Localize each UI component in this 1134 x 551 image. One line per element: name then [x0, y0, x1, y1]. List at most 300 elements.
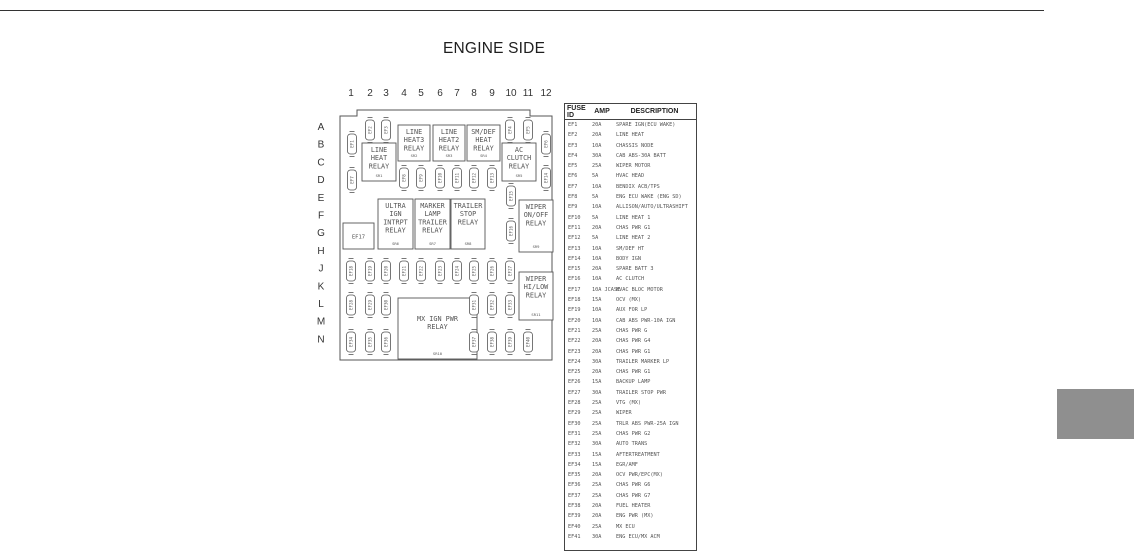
fuse-table-row: [565, 202, 696, 212]
fuse-table-row: [565, 151, 696, 161]
fuse-table-row: [565, 141, 696, 151]
fuse-EF5: [524, 118, 533, 143]
relay-label-line: HEAT: [475, 136, 492, 145]
fuse-id-cell: EF26: [568, 379, 581, 386]
fuse-label: EF24: [454, 265, 460, 277]
fuse-table-row: [565, 254, 696, 264]
fuse-id-cell: EF41: [568, 533, 581, 540]
fuse-table-row: [565, 223, 696, 233]
relay-label-line: TRAILER: [418, 218, 447, 227]
fuse-legend-table: [564, 103, 697, 551]
fuse-description-cell: CHASSIS NODE: [616, 142, 654, 149]
fuse-id-cell: EF39: [568, 513, 581, 520]
fuse-label: EF1: [349, 140, 355, 148]
fuse-id-cell: EF20: [568, 317, 581, 324]
fuse-table-row: [565, 491, 696, 501]
fuse-description-cell: ENG ECU WAKE (ENG SD): [616, 194, 682, 201]
fuse-amp-cell: 20A: [592, 513, 602, 520]
fuse-amp-cell: 5A: [592, 214, 599, 221]
row-label: B: [317, 139, 325, 151]
fuse-table-row: [565, 398, 696, 408]
fuse-amp-cell: 25A: [592, 400, 602, 407]
fuse-EF4: [506, 118, 515, 143]
fuse-EF2: [366, 118, 375, 143]
fuse-table-row: [565, 408, 696, 418]
fuse-description-cell: AFTERTREATMENT: [616, 451, 660, 458]
fuse-id-cell: EF32: [568, 441, 581, 448]
fuse-description-cell: LINE HEAT: [616, 132, 645, 139]
fuse-label: EF14: [543, 172, 549, 184]
fuse-EF21: [400, 259, 409, 284]
fuse-EF23: [436, 259, 445, 284]
fuse-description-cell: VTG (MX): [616, 400, 641, 407]
fuse-EF24: [453, 259, 462, 284]
fuse-label: EF6: [543, 140, 549, 148]
fuse-EF6: [542, 132, 551, 157]
relay-label-line: RELAY: [508, 162, 530, 171]
relay-code: SR3: [445, 153, 453, 158]
fuse-EF22: [417, 259, 426, 284]
fuse-id-cell: EF1: [568, 122, 578, 128]
fuse-amp-cell: 25A: [592, 327, 602, 334]
fuse-EF34: [347, 330, 356, 355]
fuse-amp-cell: 25A: [592, 430, 602, 437]
fuse-label: EF23: [437, 265, 443, 277]
fuse-EF25: [470, 259, 479, 284]
fuse-table-row: [565, 233, 696, 243]
relay-code: SR7: [429, 241, 436, 246]
fuse-description-cell: CHAS PWR G1: [616, 369, 651, 376]
fuse-amp-cell: 20A: [592, 369, 602, 376]
fuse-EF7: [348, 168, 357, 193]
line-heat3-relay: [398, 125, 430, 161]
relay-label-line: RELAY: [473, 144, 494, 153]
fuse-label: EF5: [525, 126, 531, 134]
fuse-description-cell: CAB ABS PWR-10A IGN: [616, 317, 676, 324]
relay-label-line: HI/LOW: [523, 283, 549, 292]
fuse-amp-cell: 15A: [592, 297, 602, 304]
fuse-table-row: [565, 377, 696, 387]
fuse-description-cell: WIPER: [616, 410, 632, 417]
fuse-label: EF39: [507, 336, 513, 348]
relay-label-line: TRAILER: [453, 202, 483, 210]
fuse-table-row: [565, 326, 696, 336]
relay-label-line: SM/DEF: [471, 128, 496, 136]
fuse-amp-cell: 5A: [592, 194, 599, 201]
fuse-id-cell: EF13: [568, 245, 581, 252]
relay-label-line: LINE: [405, 128, 423, 136]
sm-def-heat-relay: [467, 125, 500, 161]
fuse-id-cell: EF8: [568, 194, 578, 201]
fuse-id-cell: EF19: [568, 307, 581, 314]
fuse-label: EF17: [351, 234, 366, 241]
relay-label-line: HEAT2: [438, 136, 460, 145]
column-label: 8: [471, 88, 477, 99]
header-description: DESCRIPTION: [613, 104, 696, 120]
fuse-description-cell: BENDIX ACB/TPS: [616, 183, 660, 190]
fuse-amp-cell: 5A: [592, 235, 599, 242]
fuse-EF3: [382, 118, 391, 143]
fuse-id-cell: EF21: [568, 327, 581, 334]
fuse-table-row: [565, 419, 696, 429]
fuse-table-row: [565, 511, 696, 521]
fuse-table-row: [565, 388, 696, 398]
fuse-table-row: [565, 470, 696, 480]
fuse-EF26: [488, 259, 497, 284]
fuse-id-cell: EF6: [568, 173, 578, 180]
fuse-table-row: [565, 305, 696, 315]
fuse-table-row: [565, 460, 696, 470]
fuse-description-cell: CHAS PWR G1: [616, 224, 651, 231]
fuse-id-cell: EF29: [568, 410, 581, 417]
relay-label-line: LINE: [440, 128, 458, 136]
fuse-amp-cell: 30A: [592, 441, 602, 448]
fuse-label: EF36: [383, 336, 389, 348]
fuse-id-cell: EF14: [568, 255, 581, 262]
fuse-amp-cell: 10A: [592, 204, 602, 211]
fuse-label: EF4: [507, 126, 513, 134]
row-labels: [317, 122, 325, 345]
row-label: N: [317, 334, 325, 346]
fuse-label: EF31: [471, 299, 477, 311]
ac-clutch-relay: [502, 143, 536, 181]
fuse-EF19: [366, 259, 375, 284]
relay-code: SR10: [432, 351, 443, 356]
relay-label-line: RELAY: [427, 323, 448, 332]
diagram-title: ENGINE SIDE: [443, 40, 546, 57]
fuse-amp-cell: 10A JCASE: [592, 286, 621, 293]
fuse-amp-cell: 10A: [592, 142, 602, 149]
fuse-table-row: [565, 171, 696, 181]
relay-label-line: RELAY: [525, 219, 547, 228]
fuse-EF12: [470, 166, 479, 191]
fuse-table-row: [565, 480, 696, 490]
fuse-amp-cell: 10A: [592, 245, 602, 252]
fuse-EF17: [343, 223, 374, 249]
relay-code: SR4: [480, 153, 487, 158]
fuse-label: EF34: [348, 336, 354, 348]
fuse-label: EF15: [508, 190, 514, 202]
fuse-id-cell: EF15: [568, 266, 581, 273]
fuse-EF1: [348, 132, 357, 157]
fuse-id-cell: EF11: [568, 224, 581, 231]
section-tab: [1057, 389, 1134, 439]
column-label: 6: [437, 88, 443, 99]
fuse-description-cell: TRAILER STOP PWR: [616, 389, 666, 396]
fuse-id-cell: EF23: [568, 348, 581, 355]
ultra-ign-intrpt-relay: [378, 199, 413, 249]
fuse-label: EF32: [489, 299, 495, 311]
fuse-EF29: [366, 293, 375, 318]
row-label: D: [317, 175, 325, 187]
fuse-description-cell: OCV PWR/EPC(MX): [616, 472, 663, 479]
fuse-amp-cell: 20A: [592, 122, 602, 128]
fuse-id-cell: EF9: [568, 204, 578, 211]
fuse-EF14: [542, 166, 551, 191]
relay-label-line: CLUTCH: [506, 154, 532, 163]
fuse-description-cell: ENG PWR (MX): [616, 513, 654, 520]
fuse-table-row: [565, 450, 696, 460]
column-label: 5: [418, 88, 424, 99]
fuse-description-cell: BODY IGN: [616, 255, 641, 262]
fuse-amp-cell: 25A: [592, 410, 602, 417]
fuse-table-row: [565, 120, 696, 131]
fuse-description-cell: LINE HEAT 2: [616, 235, 651, 242]
fuse-description-cell: SPARE IGN(ECU WAKE): [616, 122, 676, 128]
fuse-description-cell: TRAILER MARKER LP: [616, 358, 670, 365]
row-label: H: [317, 245, 325, 257]
fuse-label: EF12: [471, 172, 477, 184]
relay-label-line: RELAY: [368, 162, 390, 171]
relay-group: [343, 125, 553, 359]
column-label: 4: [401, 88, 407, 99]
fuse-label: EF29: [367, 299, 373, 311]
fuse-amp-cell: 25A: [592, 492, 602, 499]
fuse-id-cell: EF17: [568, 286, 581, 293]
fuse-EF40: [524, 330, 533, 355]
fuse-EF18: [347, 259, 356, 284]
fuse-label: EF19: [367, 265, 373, 277]
fuse-amp-cell: 20A: [592, 338, 602, 345]
fuse-id-cell: EF12: [568, 235, 581, 242]
fuse-label: EF10: [437, 172, 443, 184]
relay-label-line: ON/OFF: [523, 211, 549, 220]
fuse-table-row: [565, 336, 696, 346]
fuse-label: EF7: [349, 176, 355, 184]
fuse-table-row: [565, 429, 696, 439]
fuse-EF11: [453, 166, 462, 191]
fuse-description-cell: CAB ABS-30A BATT: [616, 152, 666, 159]
fuse-label: EF21: [401, 265, 407, 277]
fuse-label: EF22: [418, 265, 424, 277]
fuse-table-row: [565, 316, 696, 326]
fuse-label: EF40: [525, 336, 531, 348]
relay-label-line: WIPER: [525, 203, 547, 211]
row-label: K: [317, 281, 325, 293]
marker-lamp-trailer-relay: [415, 199, 450, 249]
fuse-EF31: [470, 293, 479, 318]
fuse-table-row: [565, 295, 696, 305]
relay-label-line: HEAT: [370, 154, 388, 163]
fuse-table-row: [565, 367, 696, 377]
fuse-table-row: [565, 274, 696, 284]
fuse-label: EF3: [383, 126, 389, 134]
column-label: 12: [540, 88, 552, 99]
relay-code: SR1: [375, 173, 383, 178]
fuse-description-cell: OCV (MX): [616, 297, 641, 304]
fuse-amp-cell: 15A: [592, 379, 602, 386]
relay-label-line: MX IGN PWR: [417, 315, 458, 323]
fuse-amp-cell: 5A: [592, 173, 599, 180]
fuse-amp-cell: 15A: [592, 461, 602, 468]
fuse-description-cell: CHAS PWR G2: [616, 430, 651, 437]
fuse-label: EF25: [471, 265, 477, 277]
fuse-amp-cell: 20A: [592, 348, 602, 355]
fuse-table-row: [565, 244, 696, 254]
fuse-id-cell: EF30: [568, 420, 581, 427]
fuse-EF27: [506, 259, 515, 284]
fuse-description-cell: FUEL HEATER: [616, 502, 651, 509]
relay-label-line: RELAY: [385, 226, 406, 235]
relay-label-line: RELAY: [525, 291, 547, 300]
fuse-label: EF9: [418, 174, 424, 182]
fuse-label: EF2: [367, 126, 373, 134]
relay-label-line: IGN: [389, 210, 402, 219]
column-label: 3: [383, 88, 389, 99]
relay-code: SR9: [532, 244, 540, 249]
fuse-table-row: [565, 182, 696, 192]
column-label: 9: [489, 88, 495, 99]
fuse-amp-cell: 15A: [592, 451, 602, 458]
fuse-description-cell: HVAC HEAD: [616, 173, 645, 180]
fuse-EF15: [507, 184, 516, 209]
fuse-description-cell: ALLISON/AUTO/ULTRASHIFT: [616, 204, 688, 211]
relay-code: SR8: [464, 241, 472, 246]
fuse-description-cell: WIPER MOTOR: [616, 163, 651, 170]
relay-label-line: RELAY: [457, 218, 479, 227]
fuse-amp-cell: 30A: [592, 358, 602, 365]
fuse-label: EF35: [367, 336, 373, 348]
fuse-table-row: [565, 161, 696, 171]
fuse-EF35: [366, 330, 375, 355]
fuse-description-cell: SM/DEF HT: [616, 245, 645, 252]
relay-label-line: RELAY: [403, 144, 425, 153]
fuse-EF8: [400, 166, 409, 191]
relay-label-line: WIPER: [525, 275, 547, 283]
fuse-EF16: [507, 219, 516, 244]
fuse-label: EF30: [383, 299, 389, 311]
fuse-EF32: [488, 293, 497, 318]
fuse-amp-cell: 10A: [592, 317, 602, 324]
fuse-id-cell: EF5: [568, 163, 578, 170]
fuse-description-cell: AC CLUTCH: [616, 276, 645, 283]
row-label: E: [317, 192, 325, 204]
relay-label-line: HEAT3: [403, 136, 425, 145]
relay-code: SR6: [392, 241, 399, 246]
wiper-hi-low-relay: [519, 272, 553, 320]
fuse-table-header-row: [565, 104, 696, 120]
row-label: F: [317, 210, 325, 222]
fuse-description-cell: BACKUP LAMP: [616, 379, 651, 386]
fuse-EF33: [506, 293, 515, 318]
fuse-description-cell: AUTO TRANS: [616, 441, 648, 448]
fuse-amp-cell: 20A: [592, 502, 602, 509]
fuse-id-cell: EF25: [568, 369, 581, 376]
row-label: A: [317, 122, 325, 133]
header-amp: AMP: [591, 104, 613, 120]
wiper-on-off-relay: [519, 200, 553, 252]
relay-label-line: RELAY: [422, 226, 443, 235]
fuse-description-cell: CHAS PWR G: [616, 327, 648, 334]
fuse-table-row: [565, 192, 696, 202]
relay-label-line: ULTRA: [385, 202, 406, 210]
fuse-label: EF11: [454, 172, 460, 184]
fuse-table-row: [565, 130, 696, 140]
fuse-label: EF20: [383, 265, 389, 277]
fuse-id-cell: EF38: [568, 502, 581, 509]
fuse-label: EF8: [401, 174, 407, 182]
fuse-description-cell: CHAS PWR G1: [616, 348, 651, 355]
fuse-description-cell: SPARE BATT 3: [616, 266, 654, 273]
fuse-EF20: [382, 259, 391, 284]
fuse-EF9: [417, 166, 426, 191]
fuse-EF13: [488, 166, 497, 191]
relay-label-line: RELAY: [438, 144, 460, 153]
relay-label-line: LAMP: [424, 210, 441, 219]
fuse-id-cell: EF10: [568, 214, 581, 221]
row-label: M: [316, 316, 326, 328]
fuse-table-row: [565, 501, 696, 511]
column-label: 11: [522, 88, 534, 99]
column-label: 10: [505, 88, 517, 99]
relay-code: SR2: [410, 153, 418, 158]
fuse-EF37: [470, 330, 479, 355]
fuse-id-cell: EF27: [568, 389, 581, 396]
fuse-id-cell: EF3: [568, 142, 578, 149]
row-label: C: [317, 157, 325, 169]
fuse-label: EF26: [489, 265, 495, 277]
row-label: J: [318, 263, 324, 275]
fuse-table-row: [565, 439, 696, 449]
fuse-label: EF18: [348, 265, 354, 277]
fuse-description-cell: CHAS PWR G6: [616, 482, 651, 489]
fuse-description-cell: EGR/AMF: [616, 461, 638, 468]
fuse-description-cell: LINE HEAT 1: [616, 214, 651, 221]
fuse-amp-cell: 25A: [592, 163, 602, 170]
fuse-description-cell: CHAS PWR G7: [616, 492, 651, 499]
fuse-label: EF33: [507, 299, 513, 311]
fuse-id-cell: EF34: [568, 461, 581, 468]
fuse-amp-cell: 10A: [592, 183, 602, 190]
fuse-amp-cell: 10A: [592, 255, 602, 262]
fuse-label: EF37: [471, 336, 477, 348]
fuse-id-cell: EF18: [568, 297, 581, 304]
fuse-amp-cell: 20A: [592, 224, 602, 231]
fuse-description-cell: CHAS PWR G4: [616, 338, 651, 345]
relay-label-line: INTRPT: [383, 218, 408, 227]
relay-code: SR11: [531, 312, 541, 317]
fuse-amp-cell: 25A: [592, 420, 602, 427]
fuse-EF38: [488, 330, 497, 355]
column-label: 2: [367, 88, 373, 99]
column-label: 1: [348, 88, 354, 99]
row-label: L: [318, 299, 324, 310]
fuse-amp-cell: 30A: [592, 533, 602, 540]
fuse-label: EF27: [507, 265, 513, 277]
fuse-box-diagram: [0, 0, 560, 370]
header-fuse-id: FUSE ID: [565, 104, 591, 120]
fuse-EF36: [382, 330, 391, 355]
fuse-id-cell: EF22: [568, 338, 581, 345]
line-heat-relay: [362, 143, 396, 181]
fuse-amp-cell: 20A: [592, 472, 602, 479]
fuse-id-cell: EF37: [568, 492, 581, 499]
fuse-id-cell: EF40: [568, 523, 581, 530]
fuse-id-cell: EF33: [568, 451, 581, 458]
fuse-label: EF28: [348, 299, 354, 311]
relay-code: SR5: [515, 173, 523, 178]
fuse-EF30: [382, 293, 391, 318]
mx-ign-pwr-relay: [398, 298, 477, 359]
fuse-id-cell: EF36: [568, 482, 581, 489]
fuse-label: EF13: [489, 172, 495, 184]
relay-label-line: AC: [514, 146, 524, 154]
fuse-label: EF38: [489, 336, 495, 348]
relay-label-line: STOP: [459, 210, 477, 219]
column-labels: [348, 88, 552, 99]
relay-label-line: LINE: [370, 146, 388, 154]
row-label: G: [317, 228, 325, 240]
